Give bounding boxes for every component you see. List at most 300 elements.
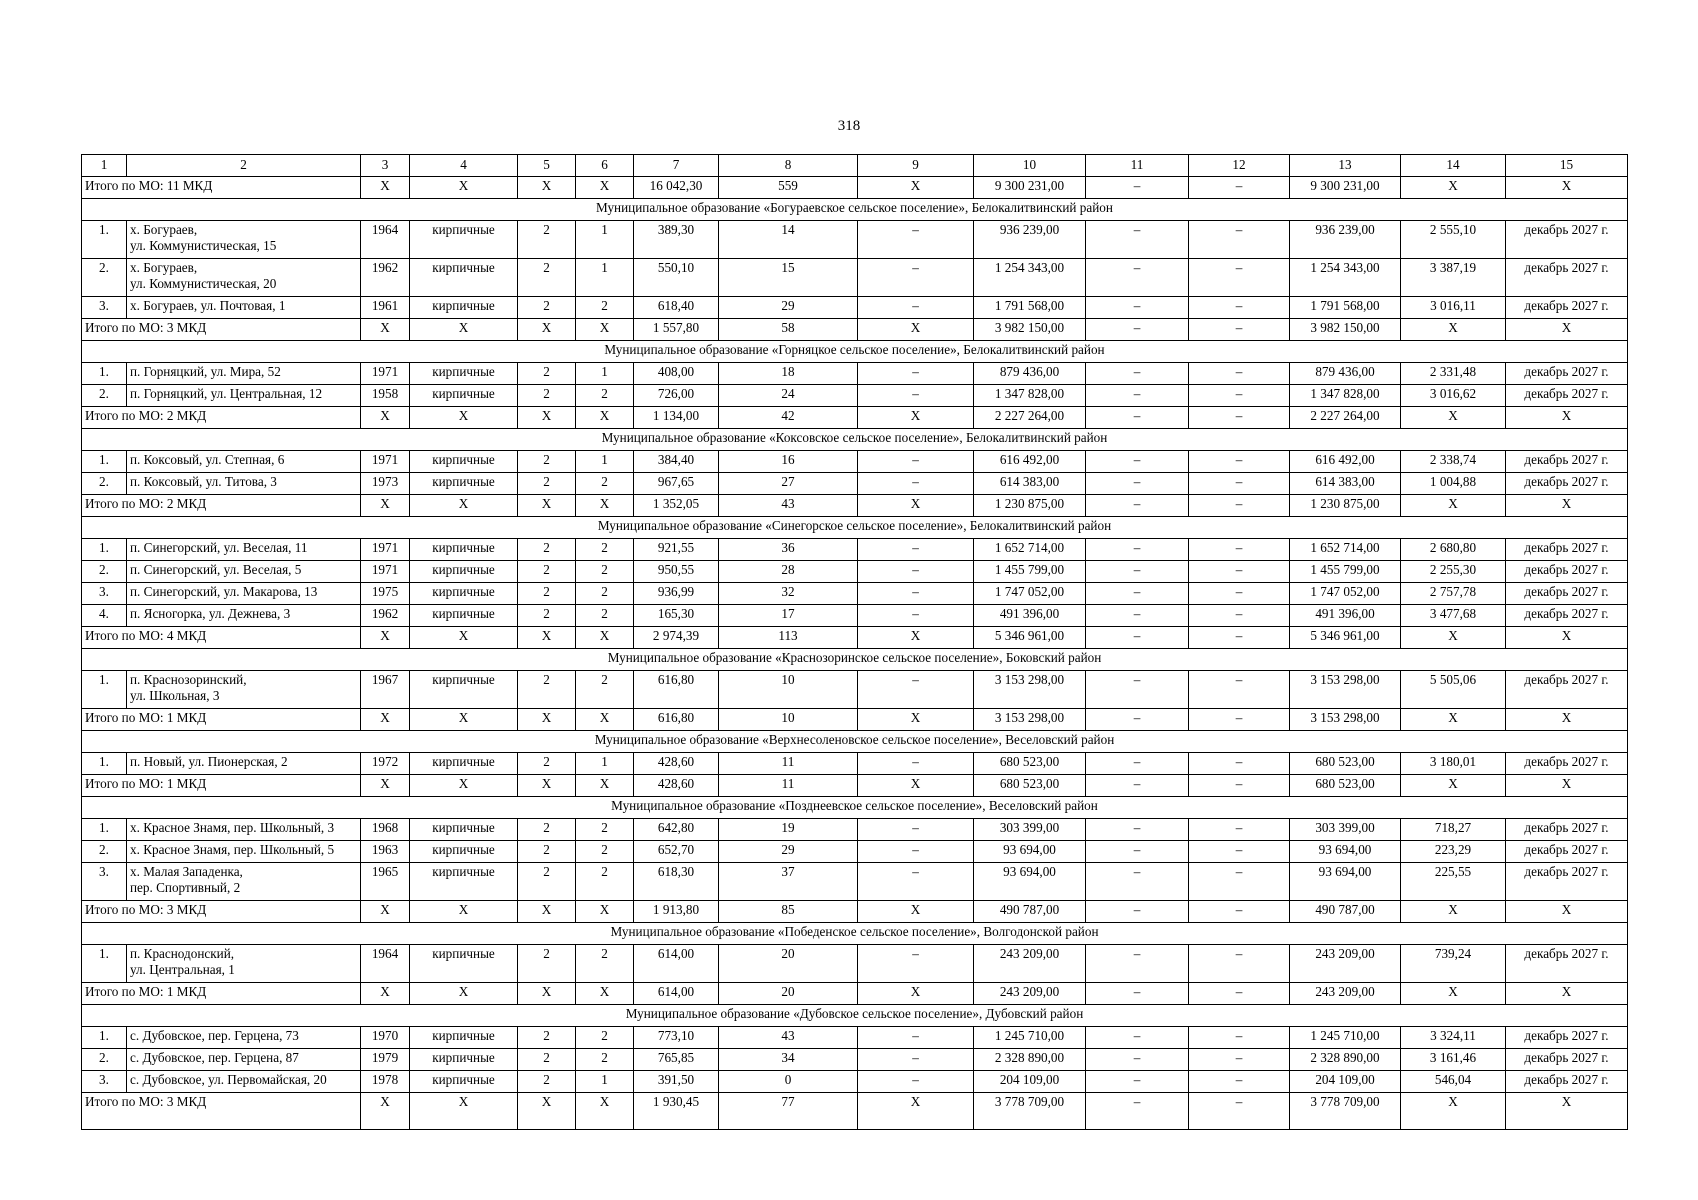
table-cell: 614 383,00 <box>974 473 1086 495</box>
table-cell: кирпичные <box>410 945 518 983</box>
subtotal-cell: 1 930,45 <box>634 1093 719 1130</box>
table-cell: кирпичные <box>410 473 518 495</box>
table-cell: 3 324,11 <box>1401 1027 1506 1049</box>
subtotal-cell: X <box>1401 1093 1506 1130</box>
subtotal-cell: X <box>1401 901 1506 923</box>
table-cell: – <box>1086 363 1189 385</box>
subtotal-cell: 1 230 875,00 <box>974 495 1086 517</box>
table-cell: 1. <box>82 671 127 709</box>
table-cell: кирпичные <box>410 385 518 407</box>
subtotal-cell: 20 <box>719 983 858 1005</box>
table-cell: кирпичные <box>410 671 518 709</box>
table-row <box>82 863 1628 901</box>
subtotal-cell: X <box>858 709 974 731</box>
table-cell: – <box>1189 583 1290 605</box>
column-number-row <box>82 155 1628 177</box>
table-cell: – <box>1086 819 1189 841</box>
subtotal-cell: X <box>518 319 576 341</box>
table-cell: 3 016,62 <box>1401 385 1506 407</box>
subtotal-cell: X <box>1401 709 1506 731</box>
subtotal-cell: 680 523,00 <box>1290 775 1401 797</box>
table-cell: 1. <box>82 819 127 841</box>
subtotal-row <box>82 495 1628 517</box>
subtotal-row <box>82 407 1628 429</box>
table-cell: 15 <box>719 259 858 297</box>
table-cell: 2 <box>576 671 634 709</box>
subtotal-label: Итого по МО: 3 МКД <box>82 319 361 341</box>
table-cell: 1 254 343,00 <box>974 259 1086 297</box>
subtotal-cell: X <box>361 775 410 797</box>
municipality-title: Муниципальное образование «Верхнесоленовское сельское поселение», Веселовский район <box>82 731 1628 753</box>
table-cell: 1. <box>82 363 127 385</box>
subtotal-cell: 680 523,00 <box>974 775 1086 797</box>
table-cell: – <box>858 671 974 709</box>
table-cell: 616 492,00 <box>1290 451 1401 473</box>
table-row <box>82 1071 1628 1093</box>
table-cell: кирпичные <box>410 1049 518 1071</box>
subtotal-cell: X <box>1506 983 1628 1005</box>
table-cell: с. Дубовское, пер. Герцена, 73 <box>127 1027 361 1049</box>
subtotal-cell: X <box>1506 775 1628 797</box>
table-cell: 3 180,01 <box>1401 753 1506 775</box>
subtotal-cell: X <box>1506 709 1628 731</box>
subtotal-cell: X <box>361 407 410 429</box>
subtotal-cell: X <box>518 627 576 649</box>
table-cell: 1. <box>82 221 127 259</box>
table-cell: 2 <box>518 819 576 841</box>
table-row <box>82 1027 1628 1049</box>
table-cell: 1967 <box>361 671 410 709</box>
table-cell: 93 694,00 <box>974 863 1086 901</box>
subtotal-cell: X <box>361 983 410 1005</box>
table-cell: 2 <box>518 259 576 297</box>
table-cell: 2 <box>518 1027 576 1049</box>
table-cell: 32 <box>719 583 858 605</box>
table-cell: 1 347 828,00 <box>974 385 1086 407</box>
table-cell: декабрь 2027 г. <box>1506 1071 1628 1093</box>
table-cell: декабрь 2027 г. <box>1506 1027 1628 1049</box>
table-cell: 2 <box>518 1049 576 1071</box>
table-cell: х. Красное Знамя, пер. Школьный, 3 <box>127 819 361 841</box>
table-row <box>82 583 1628 605</box>
table-cell: 389,30 <box>634 221 719 259</box>
subtotal-cell: 1 230 875,00 <box>1290 495 1401 517</box>
subtotal-cell: – <box>1189 495 1290 517</box>
table-cell: 1 004,88 <box>1401 473 1506 495</box>
table-cell: х. Красное Знамя, пер. Школьный, 5 <box>127 841 361 863</box>
table-cell: 491 396,00 <box>1290 605 1401 627</box>
table-cell: декабрь 2027 г. <box>1506 863 1628 901</box>
subtotal-cell: 9 300 231,00 <box>974 177 1086 199</box>
subtotal-cell: X <box>1401 775 1506 797</box>
table-cell: – <box>1189 297 1290 319</box>
subtotal-cell: X <box>576 177 634 199</box>
subtotal-cell: X <box>1401 627 1506 649</box>
table-cell: 1964 <box>361 945 410 983</box>
subtotal-cell: X <box>576 407 634 429</box>
table-cell: 1 254 343,00 <box>1290 259 1401 297</box>
municipality-title: Муниципальное образование «Коксовское сельское поселение», Белокалитвинский район <box>82 429 1628 451</box>
table-cell: кирпичные <box>410 819 518 841</box>
table-cell: 1 791 568,00 <box>974 297 1086 319</box>
table-cell: кирпичные <box>410 539 518 561</box>
table-cell: 2 <box>518 753 576 775</box>
table-cell: 950,55 <box>634 561 719 583</box>
table-cell: – <box>858 605 974 627</box>
municipality-header-row <box>82 1005 1628 1027</box>
subtotal-cell: 113 <box>719 627 858 649</box>
subtotal-cell: X <box>1506 495 1628 517</box>
table-cell: 1 347 828,00 <box>1290 385 1401 407</box>
table-cell: п. Коксовый, ул. Степная, 6 <box>127 451 361 473</box>
table-cell: – <box>858 297 974 319</box>
table-row <box>82 819 1628 841</box>
table-row <box>82 473 1628 495</box>
table-cell: – <box>1189 841 1290 863</box>
municipality-title: Муниципальное образование «Синегорское сельское поселение», Белокалитвинский район <box>82 517 1628 539</box>
table-cell: 243 209,00 <box>1290 945 1401 983</box>
table-cell: 2 331,48 <box>1401 363 1506 385</box>
table-cell: – <box>1086 451 1189 473</box>
table-cell: 2 338,74 <box>1401 451 1506 473</box>
subtotal-label: Итого по МО: 1 МКД <box>82 709 361 731</box>
subtotal-cell: 1 913,80 <box>634 901 719 923</box>
table-cell: декабрь 2027 г. <box>1506 363 1628 385</box>
table-cell: – <box>858 841 974 863</box>
table-cell: 1 <box>576 221 634 259</box>
subtotal-cell: 1 352,05 <box>634 495 719 517</box>
table-cell: кирпичные <box>410 259 518 297</box>
municipality-header-row <box>82 429 1628 451</box>
municipality-header-row <box>82 517 1628 539</box>
table-cell: 204 109,00 <box>974 1071 1086 1093</box>
table-cell: 2 <box>576 473 634 495</box>
subtotal-cell: – <box>1189 319 1290 341</box>
table-cell: 2 <box>518 841 576 863</box>
subtotal-label: Итого по МО: 2 МКД <box>82 407 361 429</box>
table-cell: декабрь 2027 г. <box>1506 945 1628 983</box>
table-cell: – <box>1086 1071 1189 1093</box>
municipality-header-row <box>82 199 1628 221</box>
table-cell: 2 328 890,00 <box>1290 1049 1401 1071</box>
table-cell: декабрь 2027 г. <box>1506 451 1628 473</box>
column-header: 1 <box>82 155 127 177</box>
table-cell: п. Краснозоринский, ул. Школьная, 3 <box>127 671 361 709</box>
subtotal-cell: 614,00 <box>634 983 719 1005</box>
subtotal-cell: – <box>1189 775 1290 797</box>
table-cell: – <box>1086 753 1189 775</box>
subtotal-label: Итого по МО: 4 МКД <box>82 627 361 649</box>
table-cell: 680 523,00 <box>1290 753 1401 775</box>
table-cell: п. Горняцкий, ул. Центральная, 12 <box>127 385 361 407</box>
subtotal-cell: 2 227 264,00 <box>1290 407 1401 429</box>
subtotal-cell: X <box>576 775 634 797</box>
table-cell: 765,85 <box>634 1049 719 1071</box>
subtotal-cell: – <box>1189 407 1290 429</box>
table-cell: кирпичные <box>410 1027 518 1049</box>
table-cell: 1 652 714,00 <box>1290 539 1401 561</box>
column-header: 13 <box>1290 155 1401 177</box>
table-cell: кирпичные <box>410 841 518 863</box>
subtotal-cell: – <box>1086 983 1189 1005</box>
page-number: 318 <box>837 118 861 134</box>
table-cell: 1 791 568,00 <box>1290 297 1401 319</box>
table-cell: 303 399,00 <box>974 819 1086 841</box>
table-cell: 34 <box>719 1049 858 1071</box>
subtotal-label: Итого по МО: 3 МКД <box>82 1093 361 1130</box>
table-cell: – <box>858 539 974 561</box>
table-cell: 1965 <box>361 863 410 901</box>
table-cell: 93 694,00 <box>974 841 1086 863</box>
subtotal-cell: X <box>576 983 634 1005</box>
table-cell: 616,80 <box>634 671 719 709</box>
housing-table <box>81 154 1628 1130</box>
subtotal-cell: X <box>361 709 410 731</box>
table-cell: 618,30 <box>634 863 719 901</box>
table-cell: декабрь 2027 г. <box>1506 841 1628 863</box>
table-cell: 1958 <box>361 385 410 407</box>
table-cell: 28 <box>719 561 858 583</box>
table-cell: 921,55 <box>634 539 719 561</box>
subtotal-cell: 43 <box>719 495 858 517</box>
table-cell: 2. <box>82 841 127 863</box>
table-cell: – <box>858 819 974 841</box>
table-cell: – <box>1189 753 1290 775</box>
table-cell: – <box>1086 1049 1189 1071</box>
subtotal-row <box>82 775 1628 797</box>
table-cell: 2 <box>576 561 634 583</box>
table-cell: 550,10 <box>634 259 719 297</box>
subtotal-cell: 1 134,00 <box>634 407 719 429</box>
table-cell: 936 239,00 <box>1290 221 1401 259</box>
table-cell: 2 328 890,00 <box>974 1049 1086 1071</box>
subtotal-cell: – <box>1086 627 1189 649</box>
table-cell: 2 <box>518 863 576 901</box>
table-cell: – <box>858 1027 974 1049</box>
table-cell: п. Синегорский, ул. Веселая, 5 <box>127 561 361 583</box>
subtotal-cell: X <box>858 983 974 1005</box>
table-cell: – <box>858 561 974 583</box>
municipality-title: Муниципальное образование «Горняцкое сельское поселение», Белокалитвинский район <box>82 341 1628 363</box>
subtotal-cell: X <box>1401 495 1506 517</box>
table-cell: х. Богураев, ул. Коммунистическая, 20 <box>127 259 361 297</box>
table-cell: 43 <box>719 1027 858 1049</box>
table-cell: декабрь 2027 г. <box>1506 259 1628 297</box>
table-cell: – <box>1086 583 1189 605</box>
table-cell: 2. <box>82 259 127 297</box>
table-cell: 3 387,19 <box>1401 259 1506 297</box>
table-row <box>82 945 1628 983</box>
table-row <box>82 385 1628 407</box>
table-cell: 391,50 <box>634 1071 719 1093</box>
table-cell: 2 <box>518 945 576 983</box>
table-cell: 614,00 <box>634 945 719 983</box>
table-cell: 2 <box>576 1049 634 1071</box>
subtotal-cell: – <box>1086 709 1189 731</box>
subtotal-cell: 5 346 961,00 <box>974 627 1086 649</box>
table-cell: х. Богураев, ул. Коммунистическая, 15 <box>127 221 361 259</box>
table-cell: 1973 <box>361 473 410 495</box>
subtotal-cell: X <box>518 1093 576 1130</box>
table-cell: 2 <box>576 605 634 627</box>
municipality-header-row <box>82 923 1628 945</box>
table-cell: 2 <box>576 863 634 901</box>
table-cell: 2. <box>82 385 127 407</box>
subtotal-row <box>82 983 1628 1005</box>
table-cell: кирпичные <box>410 863 518 901</box>
table-cell: 93 694,00 <box>1290 841 1401 863</box>
column-header: 5 <box>518 155 576 177</box>
table-cell: 428,60 <box>634 753 719 775</box>
table-cell: 2 <box>518 539 576 561</box>
subtotal-row <box>82 709 1628 731</box>
column-header: 4 <box>410 155 518 177</box>
table-cell: 1 <box>576 451 634 473</box>
table-row <box>82 451 1628 473</box>
subtotal-cell: 616,80 <box>634 709 719 731</box>
table-cell: – <box>1189 1027 1290 1049</box>
table-cell: 773,10 <box>634 1027 719 1049</box>
table-cell: – <box>1189 385 1290 407</box>
table-cell: 739,24 <box>1401 945 1506 983</box>
subtotal-cell: 243 209,00 <box>974 983 1086 1005</box>
table-cell: 1964 <box>361 221 410 259</box>
table-cell: – <box>1189 945 1290 983</box>
table-cell: п. Ясногорка, ул. Дежнева, 3 <box>127 605 361 627</box>
table-cell: 1962 <box>361 605 410 627</box>
table-cell: – <box>1189 863 1290 901</box>
subtotal-cell: X <box>361 1093 410 1130</box>
table-row <box>82 605 1628 627</box>
table-cell: – <box>1189 1071 1290 1093</box>
municipality-title: Муниципальное образование «Краснозоринское сельское поселение», Боковский район <box>82 649 1628 671</box>
subtotal-cell: X <box>361 627 410 649</box>
subtotal-cell: 42 <box>719 407 858 429</box>
municipality-header-row <box>82 649 1628 671</box>
subtotal-cell: X <box>361 495 410 517</box>
subtotal-cell: – <box>1086 1093 1189 1130</box>
table-cell: 1979 <box>361 1049 410 1071</box>
column-header: 14 <box>1401 155 1506 177</box>
table-cell: 29 <box>719 297 858 319</box>
table-cell: – <box>858 259 974 297</box>
municipality-header-row <box>82 797 1628 819</box>
subtotal-cell: 3 153 298,00 <box>974 709 1086 731</box>
table-cell: 165,30 <box>634 605 719 627</box>
table-cell: 0 <box>719 1071 858 1093</box>
table-cell: 1 <box>576 259 634 297</box>
table-cell: – <box>1189 671 1290 709</box>
table-cell: 967,65 <box>634 473 719 495</box>
table-cell: декабрь 2027 г. <box>1506 819 1628 841</box>
table-row <box>82 539 1628 561</box>
table-cell: декабрь 2027 г. <box>1506 221 1628 259</box>
table-cell: кирпичные <box>410 605 518 627</box>
column-header: 6 <box>576 155 634 177</box>
table-cell: 726,00 <box>634 385 719 407</box>
table-row <box>82 841 1628 863</box>
table-cell: 642,80 <box>634 819 719 841</box>
subtotal-cell: X <box>1401 407 1506 429</box>
table-cell: – <box>858 385 974 407</box>
table-cell: декабрь 2027 г. <box>1506 561 1628 583</box>
table-cell: 20 <box>719 945 858 983</box>
table-cell: – <box>858 363 974 385</box>
table-cell: 93 694,00 <box>1290 863 1401 901</box>
subtotal-cell: X <box>1506 1093 1628 1130</box>
table-cell: декабрь 2027 г. <box>1506 297 1628 319</box>
subtotal-cell: X <box>518 495 576 517</box>
table-cell: 2 <box>518 561 576 583</box>
table-cell: – <box>858 583 974 605</box>
subtotal-cell: 10 <box>719 709 858 731</box>
table-cell: 3 153 298,00 <box>974 671 1086 709</box>
table-cell: 2. <box>82 1049 127 1071</box>
subtotal-cell: X <box>858 177 974 199</box>
table-cell: 243 209,00 <box>974 945 1086 983</box>
table-row <box>82 753 1628 775</box>
subtotal-cell: X <box>576 901 634 923</box>
subtotal-cell: – <box>1086 901 1189 923</box>
table-cell: – <box>1086 221 1189 259</box>
table-cell: 491 396,00 <box>974 605 1086 627</box>
subtotal-cell: X <box>858 407 974 429</box>
table-cell: 19 <box>719 819 858 841</box>
table-cell: с. Дубовское, ул. Первомайская, 20 <box>127 1071 361 1093</box>
table-cell: 225,55 <box>1401 863 1506 901</box>
table-cell: 1. <box>82 1027 127 1049</box>
table-cell: декабрь 2027 г. <box>1506 473 1628 495</box>
table-cell: п. Синегорский, ул. Веселая, 11 <box>127 539 361 561</box>
table-row <box>82 363 1628 385</box>
subtotal-cell: X <box>410 983 518 1005</box>
municipality-title: Муниципальное образование «Богураевское сельское поселение», Белокалитвинский район <box>82 199 1628 221</box>
table-cell: – <box>1086 473 1189 495</box>
table-cell: 2 <box>518 297 576 319</box>
table-cell: – <box>1086 945 1189 983</box>
table-cell: 1972 <box>361 753 410 775</box>
table-cell: 384,40 <box>634 451 719 473</box>
subtotal-cell: 490 787,00 <box>1290 901 1401 923</box>
table-cell: 936,99 <box>634 583 719 605</box>
table-row <box>82 671 1628 709</box>
subtotal-cell: 428,60 <box>634 775 719 797</box>
subtotal-cell: X <box>858 627 974 649</box>
table-cell: п. Новый, ул. Пионерская, 2 <box>127 753 361 775</box>
table-cell: п. Коксовый, ул. Титова, 3 <box>127 473 361 495</box>
subtotal-cell: 490 787,00 <box>974 901 1086 923</box>
subtotal-cell: X <box>410 407 518 429</box>
table-cell: 614 383,00 <box>1290 473 1401 495</box>
subtotal-cell: X <box>518 983 576 1005</box>
table-cell: 1 <box>576 363 634 385</box>
table-cell: 1. <box>82 451 127 473</box>
table-cell: декабрь 2027 г. <box>1506 583 1628 605</box>
subtotal-cell: X <box>410 627 518 649</box>
table-cell: 29 <box>719 841 858 863</box>
subtotal-cell: X <box>361 177 410 199</box>
table-cell: – <box>1189 1049 1290 1071</box>
subtotal-cell: – <box>1086 319 1189 341</box>
table-row <box>82 297 1628 319</box>
table-cell: декабрь 2027 г. <box>1506 1049 1628 1071</box>
column-header: 8 <box>719 155 858 177</box>
subtotal-label: Итого по МО: 11 МКД <box>82 177 361 199</box>
subtotal-cell: X <box>1506 319 1628 341</box>
subtotal-cell: – <box>1189 627 1290 649</box>
table-cell: – <box>1086 297 1189 319</box>
table-cell: 5 505,06 <box>1401 671 1506 709</box>
